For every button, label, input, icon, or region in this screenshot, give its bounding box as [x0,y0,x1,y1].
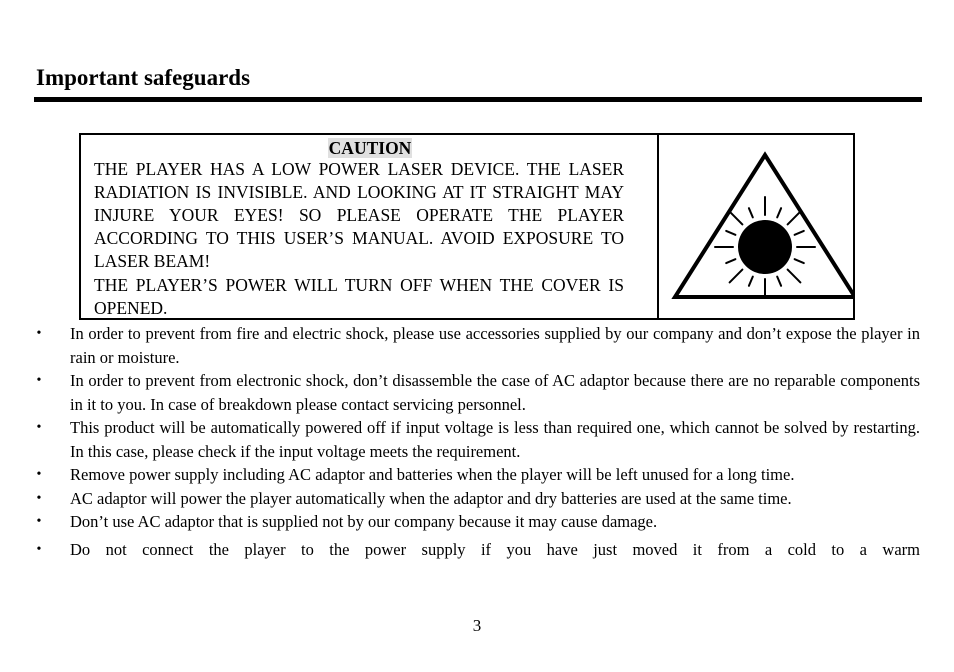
laser-ray [795,259,804,263]
list-item [32,416,920,463]
laser-ray [777,208,781,217]
list-item [32,369,920,416]
list-item-text: Do not connect the player to the power supply if you have just moved it from a cold to a warm [70,539,920,559]
list-item-text: In order to prevent from fire and electric shock, please use accessories supplied by our company and don’t expose the player in rain or moisture. [70,324,920,367]
laser-ray [730,270,743,283]
laser-ray [749,277,753,286]
title-rule [34,97,922,102]
safeguard-list [32,322,920,561]
list-item-text: Remove power supply including AC adaptor and batteries when the player will be left unused for a long time. [70,465,795,484]
bullet-icon: • [36,490,42,506]
laser-ray [777,277,781,286]
laser-ray [726,231,735,235]
laser-ray [730,212,743,225]
list-item [32,463,920,487]
bullet-icon: • [36,541,42,557]
list-item-text: AC adaptor will power the player automatically when the adaptor and dry batteries are used at the same time. [70,488,792,508]
bullet-icon: • [36,420,42,435]
bullet-icon: • [36,514,42,529]
laser-ray [795,231,804,235]
caution-text-cell [81,135,659,318]
laser-ray [726,259,735,263]
caution-heading [81,137,659,159]
laser-ray [788,212,801,225]
laser-ray [749,208,753,217]
list-item-text: In order to prevent from electronic shock, don’t disassemble the case of AC adaptor because there are no reparable components in it to you. In case of breakdown please contact servicing personnel. [70,371,920,414]
laser-ray [788,270,801,283]
caution-box [79,133,855,320]
list-item [32,538,920,562]
caution-paragraph-2: THE PLAYER’S POWER WILL TURN OFF WHEN THE COVER IS OPENED. [94,275,624,318]
page-number: 3 [472,616,482,635]
bullet-icon: • [36,467,42,482]
laser-warning-icon [659,135,853,318]
list-item-text: This product will be automatically powered off if input voltage is less than required one, which cannot be solved by restarting. In this case, please check if the input voltage meets the requirement. [70,418,920,461]
list-item [32,510,920,534]
list-item-text: Don’t use AC adaptor that is supplied not by our company because it may cause damage. [70,512,658,531]
bullet-icon: • [36,373,42,388]
bullet-icon: • [36,326,42,341]
list-item [32,487,920,511]
caution-paragraph-1: THE PLAYER HAS A LOW POWER LASER DEVICE. THE LASER RADIATION IS INVISIBLE. AND LOOKING AT IT STRAIGHT MAY INJURE YOUR EYES! SO PLEASE OPERATE THE PLAYER ACCORDING TO THIS USER’S MANUAL. AVOID EXPOSURE TO LASER BEAM! [94,159,624,271]
page-title: Important safeguards [36,65,251,90]
list-item [32,322,920,369]
laser-symbol-cell [659,135,853,318]
caution-heading-text: CAUTION [328,138,412,158]
